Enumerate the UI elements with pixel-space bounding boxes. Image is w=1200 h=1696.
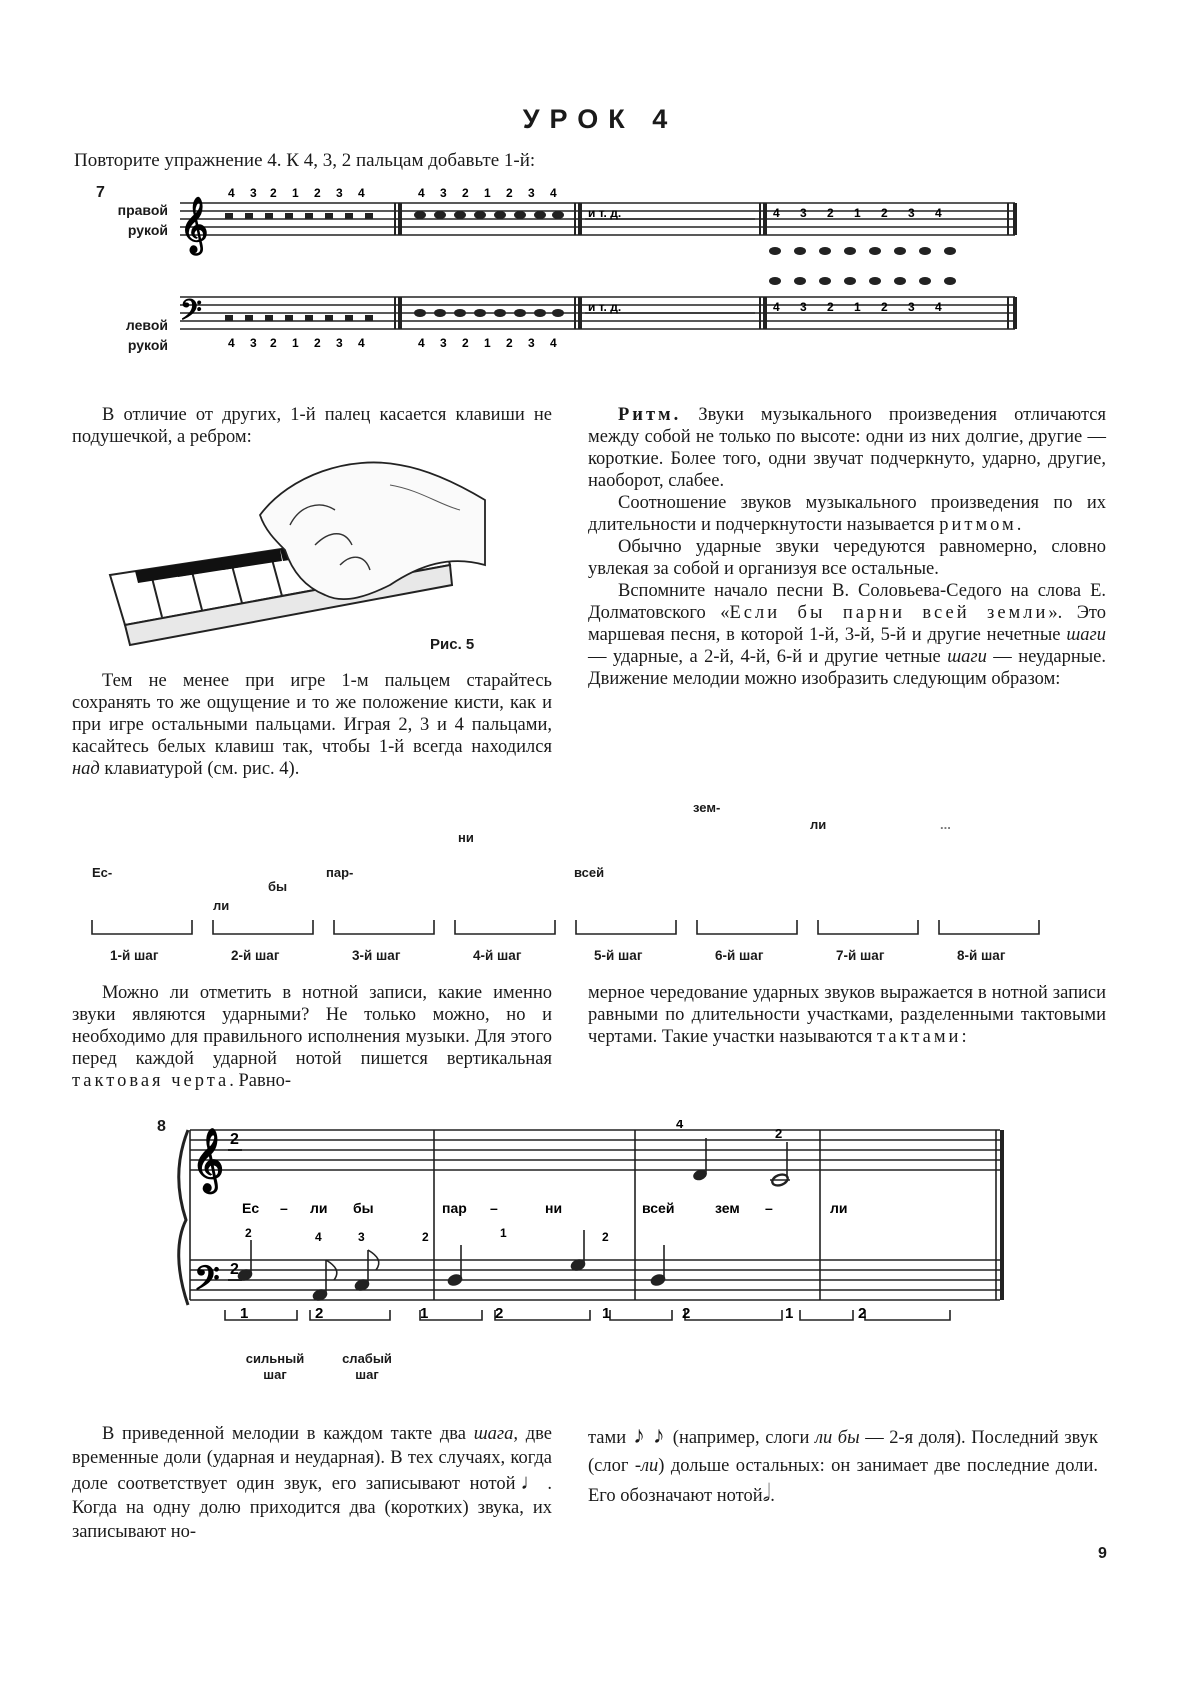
text-span: мерное чередование ударных звуков выражается в нотной записи равными по длительности участками, разделенными тактовыми чертами. Такие участки называются [588, 983, 1106, 1047]
lyric-syllable: – [280, 1200, 288, 1216]
emphasis-text: -ли [634, 1456, 659, 1476]
fingering: 3 [250, 336, 257, 350]
text-span: . Равно- [229, 1071, 292, 1091]
fingering: 1 [292, 336, 299, 350]
text-span: ». Это маршевая песня, в которой 1-й, 3-й, 5-й и другие нечетные [588, 603, 1107, 645]
text-span: две временные доли (ударная и неударная). В тех случаях, когда доле соответствует один звук, его записывают нотой [72, 1424, 552, 1494]
fingering: 4 [315, 1230, 322, 1244]
lyric-syllable: зем [715, 1200, 740, 1216]
emphasis-text: шаги [947, 647, 987, 667]
fingering: 4 [358, 186, 365, 200]
emphasis-text: шага, [473, 1424, 519, 1444]
fingering: 1 [484, 186, 491, 200]
bass-clef-icon: 𝄢 [194, 1261, 220, 1305]
text-span: клавиатурой (см. рис. 4). [99, 759, 300, 779]
fingering: 4 [676, 1120, 684, 1131]
treble-ledger-notes [769, 247, 956, 255]
fingering: 2 [270, 186, 277, 200]
brace-icon [179, 1130, 188, 1305]
left-hand-label [108, 315, 168, 355]
left-paragraph-1-text: В отличие от других, 1-й палец касается клавиши не подушечкой, а ребром: [72, 405, 552, 447]
text-span: . [1016, 515, 1022, 535]
time-signature: 2 [230, 1261, 239, 1278]
treble-notes [414, 211, 564, 219]
quarter-note-icon: ♩ [515, 1469, 548, 1494]
fingering: 1 [484, 336, 491, 350]
right-hand-label [108, 200, 168, 240]
fingering: 4 [550, 336, 557, 350]
page-number: 9 [1098, 1545, 1107, 1562]
text-span: . [770, 1486, 775, 1506]
fingering: 4 [228, 336, 235, 350]
fingering: 3 [528, 186, 535, 200]
melody-syllable: бы [268, 879, 288, 894]
fingering: 4 [935, 206, 942, 220]
fingering: 3 [250, 186, 257, 200]
fingering: 2 [775, 1126, 783, 1141]
step-label: 7-й шаг [836, 948, 885, 963]
middle-right-text [588, 982, 1106, 1048]
term-measures: тактами [877, 1027, 962, 1047]
fingering: 3 [336, 186, 343, 200]
exercise-8-score [170, 1120, 1010, 1345]
emphasis-text: шаги [1066, 625, 1106, 645]
song-paragraph [588, 580, 1106, 690]
step-label: 4-й шаг [473, 948, 522, 963]
beat-number: 1 [602, 1305, 611, 1322]
text-span: Вспомните начало песни В. Соловьева-Седого на слова Е. Долматовского « [588, 581, 1106, 623]
fingering: 4 [418, 186, 425, 200]
melody-syllable: зем- [693, 800, 721, 815]
beat-number: 1 [420, 1305, 429, 1322]
beat-brackets [225, 1310, 950, 1320]
left-hand-label-line2: рукой [127, 337, 168, 353]
step-brackets [90, 912, 1060, 938]
song-title: Если бы парни всей земли [729, 603, 1049, 623]
melody-syllable: Ес- [92, 865, 113, 880]
fingering: 2 [602, 1230, 609, 1244]
lyric-syllable: – [765, 1200, 773, 1216]
text-span: — ударные, а 2-й, 4-й, 6-й и другие четные [588, 647, 948, 667]
accent-paragraph: Обычно ударные звуки чередуются равномерно, словно увлекая за собой и организуя все остальные. [588, 537, 1106, 579]
text-span: тами [588, 1428, 627, 1448]
bottom-left-paragraph [72, 1422, 552, 1544]
lyric-syllable: ни [545, 1200, 563, 1216]
weak-beat-line2: шаг [355, 1367, 379, 1382]
fingering: 4 [935, 300, 942, 314]
step-label: 8-й шаг [957, 948, 1006, 963]
bottom-right-text [588, 1422, 1098, 1510]
fingering: 2 [881, 300, 888, 314]
lyrics [242, 1200, 848, 1216]
beat-number: 2 [682, 1305, 691, 1322]
fingering: 3 [336, 336, 343, 350]
fingering: 2 [462, 336, 469, 350]
text-span: ) дольше остальных: он занимает две последние доли. Его обозначают нотой [588, 1456, 1098, 1506]
fingering: 4 [550, 186, 557, 200]
text-span: : [961, 1027, 967, 1047]
text-span: Звуки музыкального произведения отличаются между собой не только по высоте: одни из них долгие, другие — короткие. Более того, одни звучат подчеркнуто, ударно, другие, наоборот, слабее. [588, 405, 1106, 491]
emphasis-text: над [72, 759, 100, 779]
text-span: . Когда на одну долю приходится два (коротких) звука, их записывают но- [72, 1474, 552, 1542]
fingering-row-bottom [228, 300, 942, 350]
time-signature: 2 [230, 1131, 239, 1148]
fingering: 2 [462, 186, 469, 200]
treble-staff [190, 1130, 1000, 1170]
fingering: 3 [528, 336, 535, 350]
fingering: 2 [827, 300, 834, 314]
melody-syllable: ... [940, 817, 951, 832]
fingering: 4 [228, 186, 235, 200]
term-rhythm: ритмом [939, 515, 1017, 535]
melody-syllable: пар- [326, 865, 354, 880]
left-paragraph-1 [72, 404, 552, 448]
fingering: 2 [314, 186, 321, 200]
exercise-number-7: 7 [96, 184, 105, 201]
fingering: 3 [800, 206, 807, 220]
fingering: 2 [270, 336, 277, 350]
beat-number: 2 [858, 1305, 867, 1322]
fingering: 1 [854, 206, 861, 220]
fingering: 1 [854, 300, 861, 314]
treble-melody-notes [692, 1138, 790, 1187]
bass-clef-icon: 𝄢 [180, 295, 202, 333]
lyric-syllable: – [490, 1200, 498, 1216]
fingering: 3 [358, 1230, 365, 1244]
rhythm-heading: Ритм. [618, 405, 682, 425]
melody-syllable: ли [213, 898, 230, 913]
bass-fingering [245, 1226, 609, 1244]
weak-beat-line1: слабый [342, 1351, 392, 1366]
etc-left: и т. д. [588, 300, 622, 314]
fingering: 2 [881, 206, 888, 220]
fingering: 4 [358, 336, 365, 350]
bottom-left-text [72, 1422, 552, 1544]
bass-rest-notes [225, 315, 373, 321]
text-span: — 2-я доля). Последний звук (слог [588, 1428, 1099, 1476]
beat-number: 1 [785, 1305, 794, 1322]
eighth-notes-icon: ♪ ♪ [626, 1423, 673, 1449]
strong-beat-label [235, 1351, 315, 1383]
lesson-title: УРОК 4 [522, 104, 678, 134]
exercise-7-score [170, 185, 1020, 380]
treble-rest-notes [225, 213, 373, 219]
middle-left-paragraph [72, 982, 552, 1092]
strong-beat-line1: сильный [245, 1351, 305, 1366]
left-hand-label-line1: левой [125, 317, 168, 333]
bass-ledger-notes [769, 277, 956, 285]
beat-number: 1 [240, 1305, 249, 1322]
fingering: 2 [506, 336, 513, 350]
lyric-syllable: ли [310, 1200, 328, 1216]
step-label: 5-й шаг [594, 948, 643, 963]
bottom-right-paragraph [588, 1422, 1098, 1510]
text-span: Тем не менее при игре 1-м пальцем старайтесь сохранять то же ощущение и то же положение кисти, как и при игре остальными пальцами. Играя 2, 3 и 4 пальцами, касайтесь белых клавиш так, чтобы 1-й всегда находился [72, 671, 552, 757]
text-span: Соотношение звуков музыкального произведения по их длительности и подчеркнутости называется [588, 493, 1106, 535]
lyric-syllable: бы [353, 1200, 374, 1216]
etc-right: и т. д. [588, 206, 622, 220]
text-span: Можно ли отметить в нотной записи, какие именно звуки являются ударными? Не только можно, но и необходимо для правильного исполнения музыки. Для этого перед каждой ударной нотой пишется вертикальная [72, 983, 552, 1069]
figure-caption: Рис. 5 [430, 636, 475, 653]
fingering: 1 [500, 1226, 507, 1240]
fingering: 4 [773, 206, 780, 220]
middle-right-paragraph [588, 982, 1106, 1048]
step-label: 6-й шаг [715, 948, 764, 963]
term-barline: тактовая черта [72, 1071, 230, 1091]
melody-syllable: ни [458, 830, 474, 845]
treble-clef-icon: 𝄞 [192, 1130, 224, 1190]
text-span: (например, слоги [672, 1428, 815, 1448]
fingering: 3 [908, 300, 915, 314]
hand-on-keys-illustration [90, 455, 510, 655]
fingering: 4 [773, 300, 780, 314]
exercise-number-8: 8 [157, 1118, 166, 1135]
lyric-syllable: всей [642, 1200, 675, 1216]
fingering: 3 [800, 300, 807, 314]
step-label: 1-й шаг [110, 948, 159, 963]
half-note-icon: 𝅗𝅥 [762, 1481, 771, 1507]
melody-syllable: ли [810, 817, 827, 832]
fingering: 3 [908, 206, 915, 220]
left-paragraph-2 [72, 670, 552, 780]
weak-beat-label [327, 1351, 407, 1383]
right-hand-label-line1: правой [117, 202, 168, 218]
left-paragraph-2-text [72, 670, 552, 780]
fingering: 2 [422, 1230, 429, 1244]
rhythm-paragraph [588, 404, 1106, 492]
fingering: 2 [245, 1226, 252, 1240]
right-hand-label-line2: рукой [127, 222, 168, 238]
fingering: 1 [292, 186, 299, 200]
text-span: — неударные. Движение мелодии можно изобразить следующим образом: [588, 647, 1106, 689]
right-column [588, 404, 1106, 690]
emphasis-text: ли бы [814, 1428, 860, 1448]
text-span: В приведенной мелодии в каждом такте два [102, 1424, 474, 1444]
time-signatures [228, 1131, 242, 1280]
fingering: 4 [418, 336, 425, 350]
lyric-syllable: ли [830, 1200, 848, 1216]
fingering: 3 [440, 186, 447, 200]
middle-left-text [72, 982, 552, 1092]
strong-beat-line2: шаг [263, 1367, 287, 1382]
bass-staff [190, 1260, 1000, 1300]
fingering: 3 [440, 336, 447, 350]
fingering: 2 [506, 186, 513, 200]
beat-number: 2 [495, 1305, 504, 1322]
definition-paragraph [588, 492, 1106, 536]
beat-number: 2 [315, 1305, 324, 1322]
step-label: 2-й шаг [231, 948, 280, 963]
intro-text: Повторите упражнение 4. К 4, 3, 2 пальцам добавьте 1-й: [74, 150, 536, 171]
fingering: 2 [827, 206, 834, 220]
treble-clef-icon: 𝄞 [180, 199, 209, 252]
step-label: 3-й шаг [352, 948, 401, 963]
fingering: 2 [314, 336, 321, 350]
lyric-syllable: пар [442, 1200, 467, 1216]
melody-syllable: всей [574, 865, 605, 880]
lyric-syllable: Ес [242, 1200, 260, 1216]
